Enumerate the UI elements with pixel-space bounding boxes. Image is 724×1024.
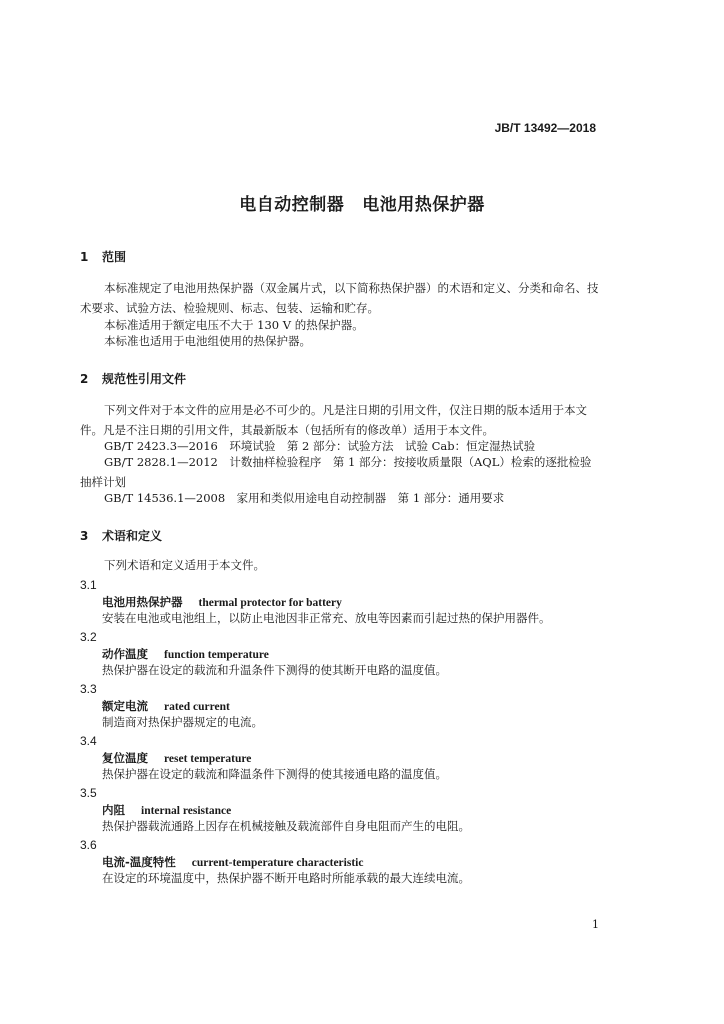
section-heading-1 — [80, 248, 126, 265]
paragraph: 本标准规定了电池用热保护器（双金属片式，以下简称热保护器）的术语和定义、分类和命名、技术要求、试验方法、检验规则、标志、包装、运输和贮存。 — [80, 281, 599, 315]
section-number: 2 — [80, 372, 89, 386]
reference-item: GB/T 2828.1—2012 计数抽样检验程序 第 1 部分：按接收质量限（AQL）检索的逐批检验抽样计划 — [80, 455, 592, 489]
term-en: reset temperature — [164, 753, 252, 765]
paragraph: 本标准也适用于电池组使用的热保护器。 — [104, 334, 311, 348]
term-heading — [102, 698, 230, 714]
term-definition: 热保护器在设定的载流和升温条件下测得的使其断开电路的温度值。 — [102, 663, 447, 677]
section-title: 规范性引用文件 — [102, 372, 187, 386]
reference-item: GB/T 2423.3—2016 环境试验 第 2 部分：试验方法 试验 Cab：恒定湿热试验 — [104, 439, 536, 453]
term-zh: 动作温度 — [102, 647, 148, 661]
term-heading — [102, 750, 251, 766]
section-number: 3 — [80, 529, 89, 543]
term-heading — [102, 594, 342, 610]
reference-item: GB/T 14536.1—2008 家用和类似用途电自动控制器 第 1 部分：通用要求 — [104, 491, 505, 505]
paragraph: 本标准适用于额定电压不大于 130 V 的热保护器。 — [104, 318, 364, 332]
page-number: 1 — [592, 918, 599, 931]
term-definition: 制造商对热保护器规定的电流。 — [102, 715, 263, 729]
section-number: 1 — [80, 250, 89, 264]
title-part1: 电自动控制器 — [239, 195, 345, 215]
term-zh: 电池用热保护器 — [102, 595, 183, 609]
term-zh: 内阻 — [102, 803, 125, 817]
term-en: internal resistance — [141, 805, 232, 817]
term-zh: 额定电流 — [102, 699, 148, 713]
term-heading — [102, 802, 231, 818]
term-definition: 安装在电池或电池组上，以防止电池因非正常充、放电等因素而引起过热的保护用器件。 — [102, 611, 551, 625]
section-heading-3 — [80, 527, 162, 544]
title-part2: 电池用热保护器 — [362, 195, 485, 215]
term-en: current-temperature characteristic — [191, 857, 364, 869]
term-en: rated current — [164, 701, 230, 713]
paragraph: 下列文件对于本文件的应用是必不可少的。凡是注日期的引用文件，仅注日期的版本适用于本文件。凡是不注日期的引用文件，其最新版本（包括所有的修改单）适用于本文件。 — [80, 403, 587, 437]
term-heading — [102, 854, 363, 870]
standard-code: JB/T 13492—2018 — [494, 121, 596, 135]
clause-number: 3.4 — [80, 734, 97, 748]
clause-number: 3.1 — [80, 578, 97, 592]
section-title: 术语和定义 — [102, 529, 163, 543]
term-zh: 电流-温度特性 — [102, 855, 176, 869]
clause-number: 3.3 — [80, 682, 97, 696]
term-definition: 热保护器载流通路上因存在机械接触及载流部件自身电阻而产生的电阻。 — [102, 819, 470, 833]
term-en: thermal protector for battery — [198, 597, 342, 609]
term-definition: 在设定的环境温度中，热保护器不断开电路时所能承载的最大连续电流。 — [102, 871, 470, 885]
term-definition: 热保护器在设定的载流和降温条件下测得的使其接通电路的温度值。 — [102, 767, 447, 781]
paragraph: 下列术语和定义适用于本文件。 — [104, 558, 265, 572]
clause-number: 3.6 — [80, 838, 97, 852]
section-title: 范围 — [102, 250, 127, 264]
term-zh: 复位温度 — [102, 751, 148, 765]
term-heading — [102, 646, 269, 662]
clause-number: 3.5 — [80, 786, 97, 800]
term-en: function temperature — [164, 649, 269, 661]
document-title — [0, 190, 724, 215]
section-heading-2 — [80, 370, 186, 387]
clause-number: 3.2 — [80, 630, 97, 644]
